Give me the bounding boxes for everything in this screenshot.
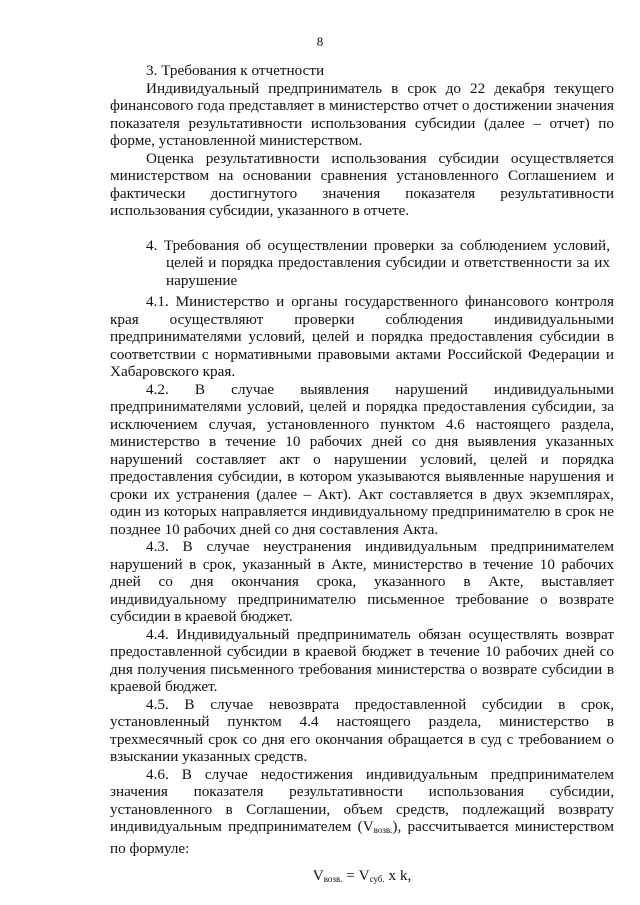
paragraph-4-5: 4.5. В случае невозврата предоставленной субсидии в срок, установленный пунктом 4.4 настоящего раздела, министерство в трехмесячный срок со дня его окончания обращается в суд с требованием о взыскании указанных средств. [110, 695, 614, 765]
section-3-paragraph-2: Оценка результативности использования субсидии осуществляется министерством на основании сравнения установленного Соглашением и фактически достигнутого значения показателя результативности использования субсидии, указанного в отчете. [110, 149, 614, 219]
document-body [110, 62, 614, 889]
paragraph-4-6-text: 4.6. В случае недостижения индивидуальным предпринимателем значения показателя результативности использования субсидии, установленного в Соглашении, объем средств, подлежащий возврату индивидуальным предпринимателем (V [110, 765, 614, 835]
formula-tail: x k, [384, 867, 412, 884]
paragraph-4-6-tail: ), рассчитывается министерством по формуле: [110, 818, 614, 857]
paragraph-4-3: 4.3. В случае неустранения индивидуальным предпринимателем нарушений в срок, указанный в Акте, министерство в течение 10 рабочих дней со дня окончания срока, указанного в Акте, выставляет индивидуальному предпринимателю письменное требование о возврате субсидии в краевой бюджет. [110, 538, 614, 625]
section-3-paragraph-1: Индивидуальный предприниматель в срок до 22 декабря текущего финансового года представляет в министерство отчет о достижении значения показателя результативности использования субсидии (далее – отчет) по форме, установленной министерством. [110, 79, 614, 149]
formula-rhs-subscript: суб. [369, 874, 385, 884]
section-4-heading: 4. Требования об осуществлении проверки за соблюдением условий, целей и порядка предоставления субсидии и ответственности за их нарушение [146, 236, 610, 289]
section-3-heading: 3. Требования к отчетности [146, 62, 325, 79]
refund-formula [110, 867, 614, 889]
paragraph-4-2: 4.2. В случае выявления нарушений индивидуальными предпринимателями условий, целей и порядка предоставления субсидии, за исключением случая, установленного пунктом 4.6 настоящего раздела, министерство в течение 10 рабочих дней со дня выявления указанных нарушений составляет акт о нарушении условий, целей и порядка предоставления субсидии, в котором указываются выявленные нарушения и сроки их устранения (далее – Акт). Акт составляется в двух экземплярах, один из которых направляется индивидуальному предпринимателю в срок не позднее 10 рабочих дней со дня составления Акта. [110, 380, 614, 538]
page-number: 8 [316, 34, 324, 49]
section-4-heading-block [110, 237, 614, 290]
paragraph-4-6 [110, 766, 614, 858]
paragraph-4-4: 4.4. Индивидуальный предприниматель обязан осуществлять возврат предоставленной субсидии в краевой бюджет в течение 10 рабочих дней со дня получения письменного требования министерства о возврате субсидии в краевой бюджет. [110, 625, 614, 695]
formula-lhs: V [312, 867, 324, 884]
formula-equals: = V [342, 867, 370, 884]
formula-lhs-subscript: возв. [323, 874, 343, 884]
paragraph-4-6-subscript: возв. [373, 825, 393, 835]
paragraph-4-1: 4.1. Министерство и органы государственного финансового контроля края осуществляют проверки соблюдения индивидуальными предпринимателями условий, целей и порядка предоставления субсидии в соответствии с нормативными правовыми актами Российской Федерации и Хабаровского края. [110, 293, 614, 380]
